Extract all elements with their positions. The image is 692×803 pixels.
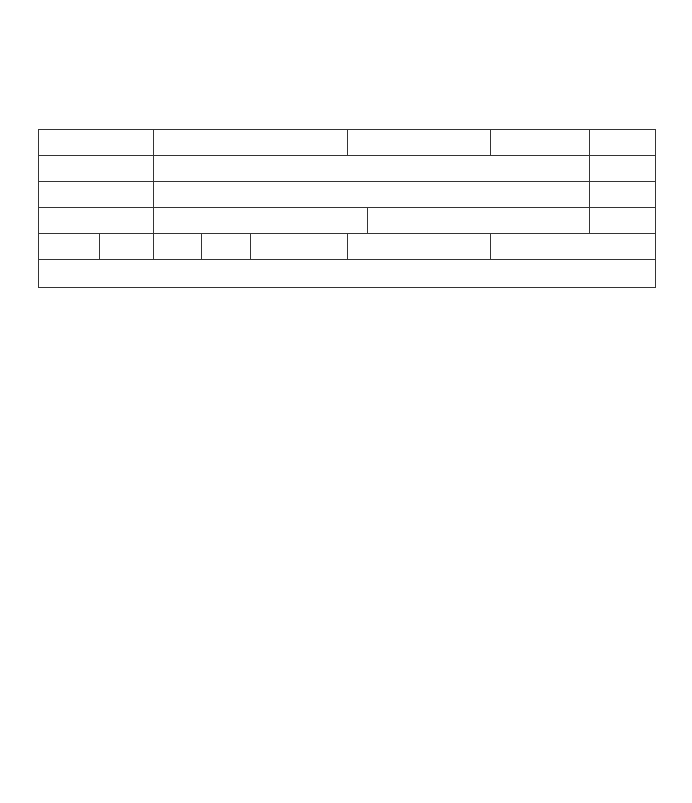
report-form — [38, 129, 656, 288]
ship-mobile-field[interactable] — [590, 208, 656, 234]
col-header-certificate-number — [491, 234, 656, 260]
operator-phone-label — [590, 182, 656, 208]
col-header-gender — [154, 234, 202, 260]
col-header-name — [100, 234, 154, 260]
ship-type-label — [590, 130, 656, 156]
owner-phone-label — [590, 156, 656, 182]
declaration-row — [39, 260, 656, 288]
ship-mobile-label — [368, 208, 590, 234]
col-header-id-number — [348, 234, 491, 260]
port-of-registry-field[interactable] — [491, 130, 590, 156]
ship-name-field[interactable] — [154, 130, 348, 156]
declaration-cell — [39, 260, 656, 288]
owner-row — [39, 156, 656, 182]
operator-field[interactable] — [154, 182, 590, 208]
ship-info-row — [39, 130, 656, 156]
owner-label — [39, 156, 154, 182]
col-header-ethnicity — [202, 234, 251, 260]
owner-field[interactable] — [154, 156, 590, 182]
port-of-registry-label — [348, 130, 491, 156]
inspection-row — [39, 208, 656, 234]
crew-side-label — [39, 234, 100, 260]
signature-line — [43, 262, 651, 287]
operator-label — [39, 182, 154, 208]
ship-name-label — [39, 130, 154, 156]
crew-header-row — [39, 234, 656, 260]
operator-row — [39, 182, 656, 208]
inspection-date-label — [39, 208, 154, 234]
col-header-native-place — [251, 234, 348, 260]
inspection-date-field[interactable] — [154, 208, 368, 234]
